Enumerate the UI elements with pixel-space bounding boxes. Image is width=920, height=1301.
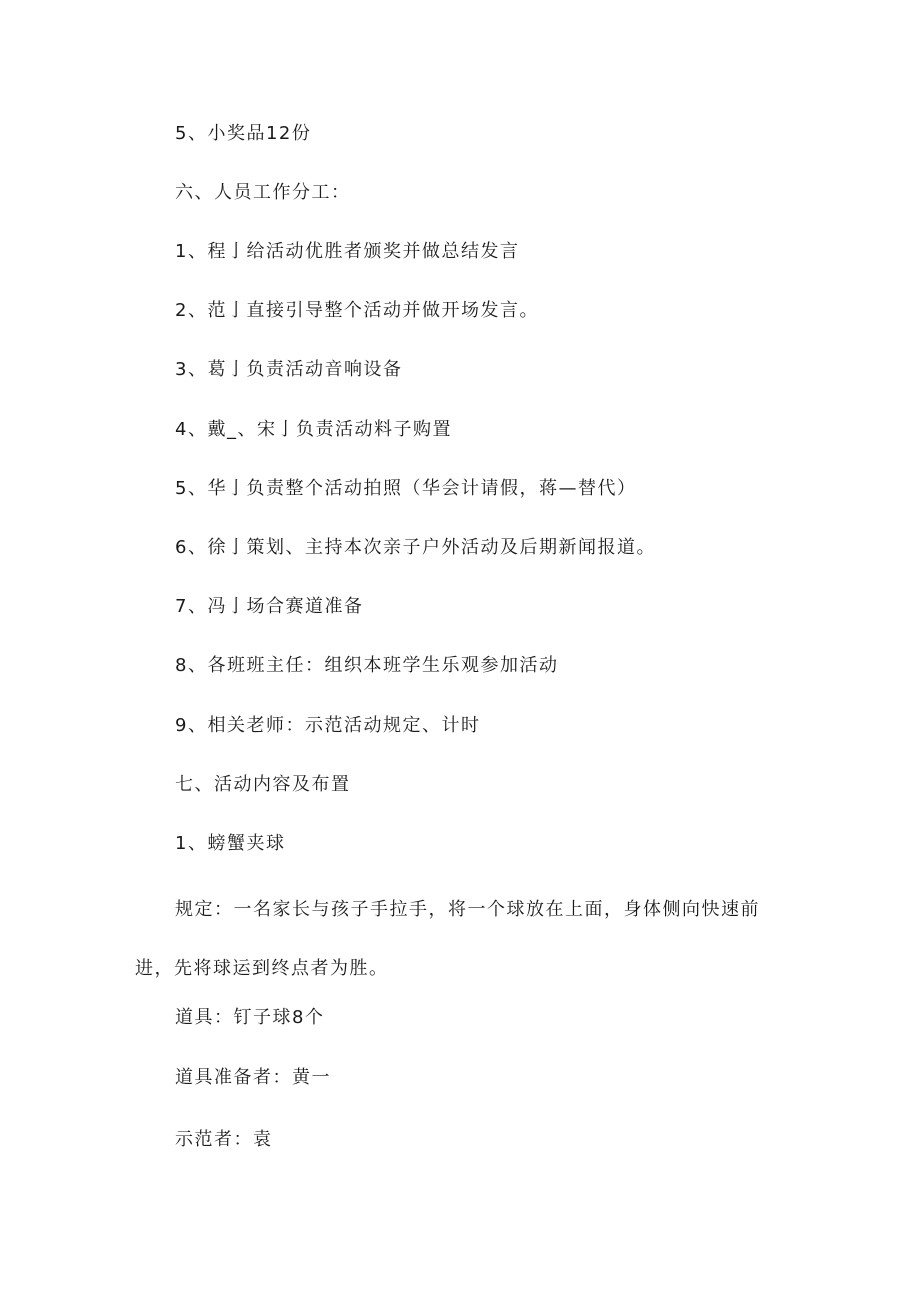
activity-title: 1、螃蟹夹球 (175, 833, 286, 854)
rule-paragraph: 规定：一名家长与孩子手拉手，将一个球放在上面，身体侧向快速前进，先将球运到终点者为胜。 (135, 899, 760, 979)
staff-item: 3、葛亅负责活动音响设备 (175, 359, 403, 380)
section-heading-activities: 七、活动内容及布置 (175, 774, 351, 795)
section-heading-staff: 六、人员工作分工： (175, 182, 351, 203)
staff-item: 4、戴_、宋亅负责活动料子购置 (175, 419, 452, 440)
props-line: 道具：钉子球8个 (175, 1007, 325, 1028)
staff-item: 2、范亅直接引导整个活动并做开场发言。 (175, 300, 539, 321)
staff-item: 9、相关老师：示范活动规定、计时 (175, 715, 481, 736)
prize-item: 5、小奖品12份 (175, 123, 312, 144)
staff-item: 1、程亅给活动优胜者颁奖并做总结发言 (175, 241, 520, 262)
props-preparer-line: 道具准备者：黄一 (175, 1067, 331, 1088)
staff-item: 5、华亅负责整个活动拍照（华会计请假，蒋—替代） (175, 478, 637, 499)
staff-item: 6、徐亅策划、主持本次亲子户外活动及后期新闻报道。 (175, 537, 656, 558)
staff-item: 8、各班班主任：组织本班学生乐观参加活动 (175, 655, 559, 676)
staff-item: 7、冯亅场合赛道准备 (175, 596, 364, 617)
demonstrator-line: 示范者：袁 (175, 1129, 273, 1150)
